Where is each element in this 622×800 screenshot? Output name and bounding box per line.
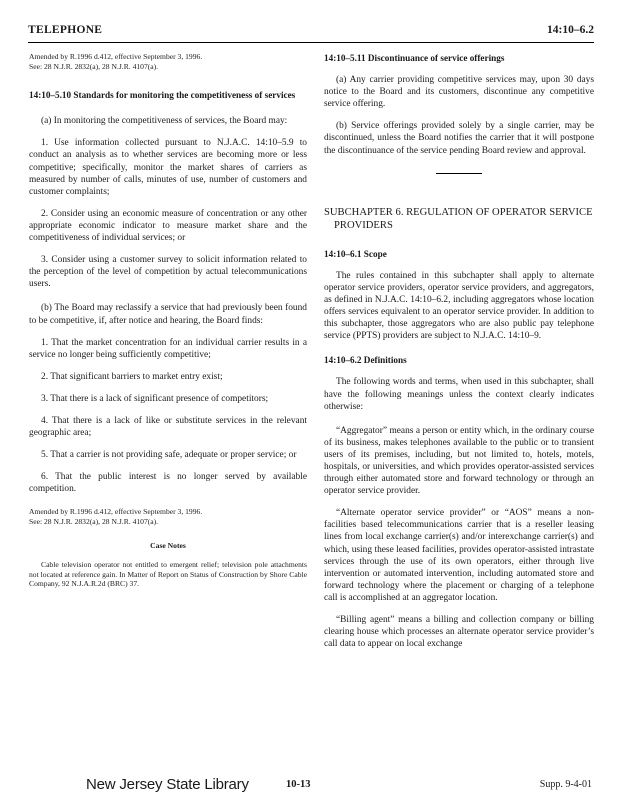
library-watermark: New Jersey State Library: [86, 776, 249, 793]
running-header: [28, 22, 594, 43]
case-notes-heading: Case Notes: [150, 540, 186, 550]
item-b6: 6. That the public interest is no longer served by available competition.: [29, 472, 307, 495]
definitions-intro: The following words and terms, when used in this subchapter, shall have the following meanings unless the context clearly indicates otherwise:: [324, 377, 594, 412]
amendment-note: Amended by R.1996 d.412, effective September 3, 1996.: [29, 52, 203, 61]
item-a1: 1. Use information collected pursuant to N.J.A.C. 14:10–5.9 to conduct an analysis as to whether services are becoming more or less competitive; specifically, monitor the market shares of carriers as measured by number of calls, minutes of use, number of customers and customer complaints;: [29, 138, 307, 197]
paragraph-a: (a) In monitoring the competitiveness of services, the Board may:: [41, 116, 288, 127]
right-column: [324, 52, 594, 650]
item-b3: 3. That there is a lack of significant presence of competitors;: [41, 393, 269, 404]
page-number: 10-13: [286, 779, 311, 790]
section-heading-6-1: 14:10–6.1 Scope: [324, 248, 387, 259]
section-heading-5-10: 14:10–5.10 Standards for monitoring the competitiveness of services: [29, 90, 296, 101]
item-a2: 2. Consider using an economic measure of concentration or any other appropriate economic indicator to measure market share and the competitiveness of individual services; or: [29, 208, 307, 244]
paragraph-b: (b) Service offerings provided solely by a single carrier, may be discontinued, unless the Board notifies the carrier that it will postpone the discontinuance of the service pending Board review and approval.: [324, 121, 594, 156]
amendment-note: Amended by R.1996 d.412, effective September 3, 1996.: [29, 507, 203, 517]
item-a3: 3. Consider using a customer survey to solicit information related to the perception of the level of competition by actual telecommunications users.: [29, 255, 307, 290]
item-b4: 4. That there is a lack of like or substitute services in the relevant geographic area;: [29, 415, 307, 439]
header-section: 14:10–6.2: [547, 24, 594, 36]
left-column: [29, 52, 307, 589]
see-note: See: 28 N.J.R. 2832(a), 28 N.J.R. 4107(a).: [29, 517, 159, 527]
case-note-text: Cable television operator not entitled to emergent relief; television pole attachments not located at reference gain. In Matter of Report on Status of Construction by Shore Cable Company, 92 N.J.A.R.2d (BRC) 37.: [29, 560, 307, 589]
section-divider: [324, 173, 594, 174]
paragraph-b: (b) The Board may reclassify a service that had previously been found to be competitive, if, after notice and hearing, the Board finds:: [29, 303, 307, 326]
subchapter-title: SUBCHAPTER 6. REGULATION OF OPERATOR SERVICE PROVIDERS: [324, 206, 593, 231]
item-b2: 2. That significant barriers to market entry exist;: [41, 371, 223, 382]
section-heading-6-2: 14:10–6.2 Definitions: [324, 355, 407, 366]
scope-text: The rules contained in this subchapter shall apply to alternate operator service providers, operator service providers, and aggregators, as defined in N.J.A.C. 14:10–6.2, including aggregators whose location offers services equivalent to an operator service provider. In addition to this subchapter, those aggregators who are also public pay telephone service (PPTS) providers are subject to N.J.A.C. 14:10–9.: [324, 270, 594, 342]
header-chapter: TELEPHONE: [28, 24, 103, 36]
definition-aos: “Alternate operator service provider” or “AOS” means a non-facilities based telecommunications carrier that is a reseller leasing lines from local exchange carrier(s) and/or interexchange carrier(s) and which, using these leased facilities, provides operator-assisted intrastate services through the use of its own operators, either through live intervention or automated intervention, including automated store and forward technology where the placement or charging of a telephone call is accomplished at an aggregator location.: [324, 508, 594, 603]
supplement-date: Supp. 9-4-01: [539, 779, 592, 790]
item-b5: 5. That a carrier is not providing safe, adequate or proper service; or: [41, 450, 297, 461]
item-b1: 1. That the market concentration for an individual carrier results in a service no longer being sufficiently competitive;: [29, 337, 307, 360]
section-heading-5-11: 14:10–5.11 Discontinuance of service offerings: [324, 53, 505, 63]
see-note: See: 28 N.J.R. 2832(a), 28 N.J.R. 4107(a).: [29, 61, 159, 71]
definition-aggregator: “Aggregator” means a person or entity which, in the ordinary course of its business, makes telephones available to the public or to transient users of its premises, including, but not limited to, hotels, motels, hospitals, or universities, and which provides operator-assisted services through either automated store and forward technology or through an operator service provider.: [324, 425, 594, 497]
definition-billing-agent: “Billing agent” means a billing and collection company or billing clearing house which processes an alternate operator service provider’s call data to appear on local exchange: [324, 615, 594, 650]
page-footer: [28, 776, 594, 796]
paragraph-a: (a) Any carrier providing competitive services may, upon 30 days notice to the Board and its customers, discontinue any competitive service offering.: [324, 75, 594, 110]
